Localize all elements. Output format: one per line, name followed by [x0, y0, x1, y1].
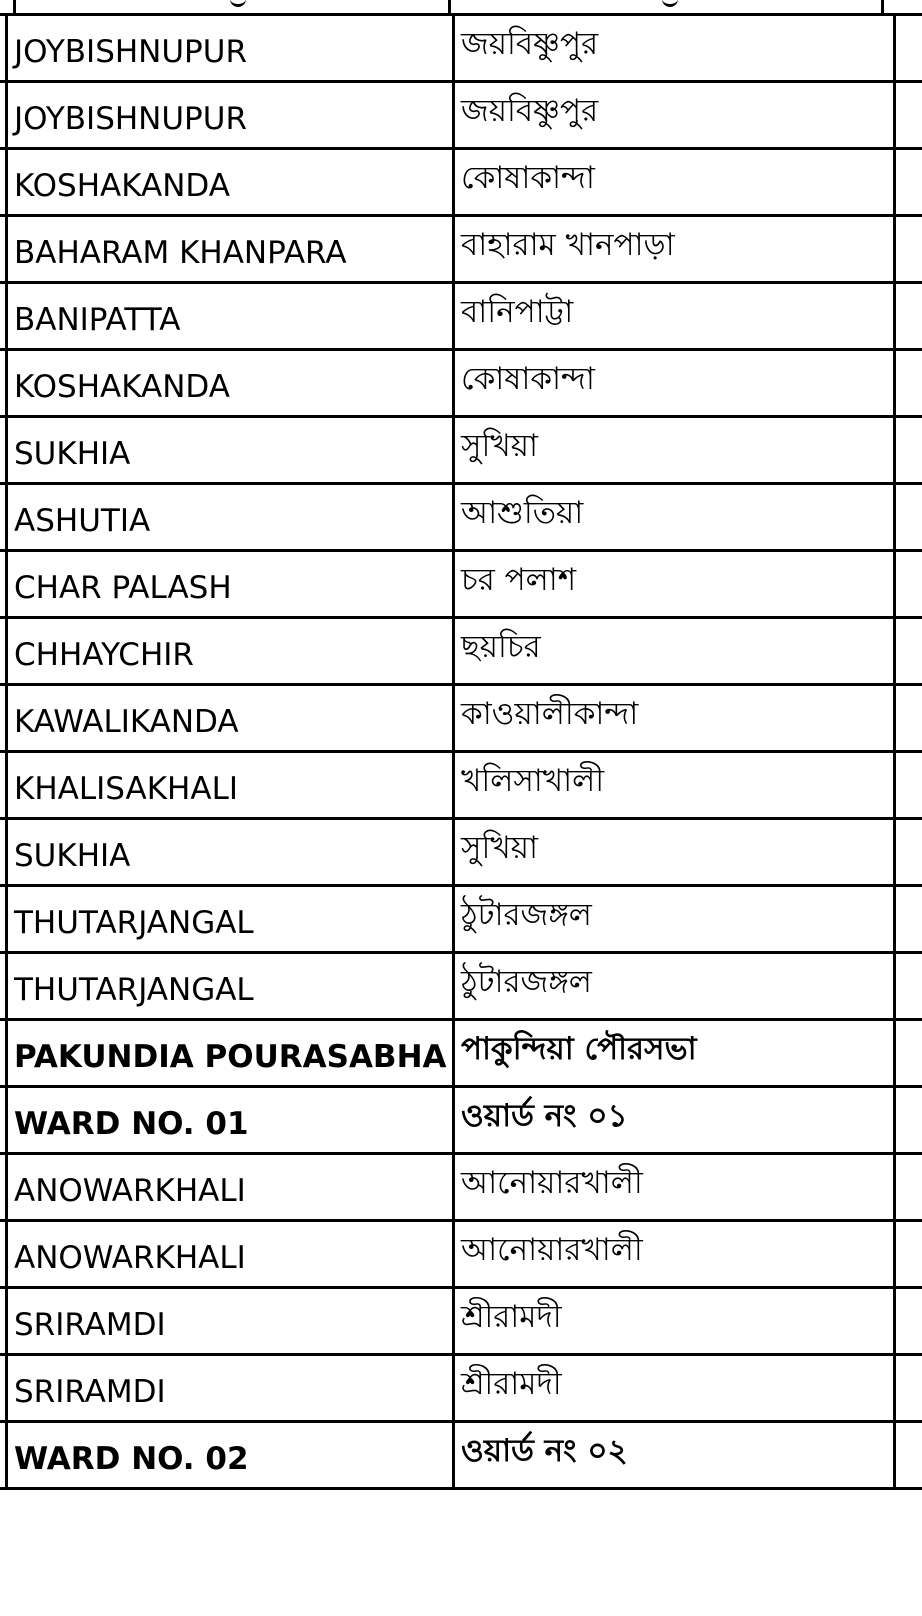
table-row	[0, 283, 922, 350]
english-name-text: CHAR PALASH	[14, 569, 232, 606]
english-name-cell	[7, 350, 454, 417]
row-edge-cell	[895, 484, 922, 551]
english-name-cell	[7, 1221, 454, 1288]
table-row	[0, 216, 922, 283]
row-edge-cell	[895, 350, 922, 417]
english-name-text: KAWALIKANDA	[14, 703, 239, 740]
table-row	[0, 953, 922, 1020]
bengali-name-text: আশুতিয়া	[461, 494, 584, 531]
english-name-text: WARD NO. 01	[14, 1105, 249, 1142]
bengali-name-cell	[454, 886, 895, 953]
english-name-cell	[7, 618, 454, 685]
row-edge-cell	[895, 886, 922, 953]
english-name-cell	[7, 953, 454, 1020]
english-name-cell	[7, 1154, 454, 1221]
bengali-name-cell	[454, 1020, 895, 1087]
bengali-name-cell	[454, 283, 895, 350]
clipped-text-fragment	[662, 0, 678, 7]
english-name-cell	[7, 417, 454, 484]
row-edge-cell	[895, 82, 922, 149]
row-edge-cell	[895, 216, 922, 283]
row-edge-cell	[895, 1221, 922, 1288]
bengali-name-text: কোষাকান্দা	[461, 159, 595, 196]
english-name-text: KHALISAKHALI	[14, 770, 238, 807]
english-name-cell	[7, 685, 454, 752]
english-name-cell	[7, 886, 454, 953]
english-name-text: SRIRAMDI	[14, 1373, 166, 1410]
english-name-text: THUTARJANGAL	[14, 971, 254, 1008]
bengali-name-text: কোষাকান্দা	[461, 360, 595, 397]
table-body	[0, 15, 922, 1489]
place-name-table-container	[0, 13, 922, 1490]
bengali-name-text: চর পলাশ	[461, 561, 577, 598]
table-row	[0, 685, 922, 752]
row-edge-cell	[895, 15, 922, 82]
english-name-text: ANOWARKHALI	[14, 1172, 246, 1209]
bengali-name-cell	[454, 1422, 895, 1489]
bengali-name-cell	[454, 953, 895, 1020]
bengali-name-text: ঠুটারজঙ্গল	[461, 896, 592, 933]
english-name-cell	[7, 15, 454, 82]
bengali-name-text: সুখিয়া	[461, 427, 538, 464]
english-name-text: THUTARJANGAL	[14, 904, 254, 941]
english-name-text: BAHARAM KHANPARA	[14, 234, 347, 271]
row-edge-cell	[895, 1355, 922, 1422]
bengali-name-text: শ্রীরামদী	[461, 1298, 562, 1335]
table-row	[0, 15, 922, 82]
place-name-table	[0, 13, 922, 1490]
english-name-text: KOSHAKANDA	[14, 368, 230, 405]
bengali-name-cell	[454, 618, 895, 685]
table-row	[0, 752, 922, 819]
bengali-name-text: ছয়চির	[461, 628, 541, 665]
table-row	[0, 1355, 922, 1422]
bengali-name-cell	[454, 1221, 895, 1288]
row-edge-cell	[895, 551, 922, 618]
table-row	[0, 618, 922, 685]
table-row	[0, 1154, 922, 1221]
bengali-name-cell	[454, 551, 895, 618]
english-name-text: PAKUNDIA POURASABHA	[14, 1038, 447, 1075]
clipped-text-fragment	[230, 0, 246, 7]
bengali-name-text: সুখিয়া	[461, 829, 538, 866]
table-row	[0, 1221, 922, 1288]
english-name-text: KOSHAKANDA	[14, 167, 230, 204]
table-row	[0, 551, 922, 618]
bengali-name-cell	[454, 685, 895, 752]
english-name-text: ANOWARKHALI	[14, 1239, 246, 1276]
bengali-name-text: বানিপাট্টা	[461, 293, 574, 330]
english-name-text: ASHUTIA	[14, 502, 151, 539]
row-edge-cell	[895, 1154, 922, 1221]
bengali-name-text: ওয়ার্ড নং ০২	[461, 1432, 628, 1469]
bengali-name-text: বাহারাম খানপাড়া	[461, 226, 675, 263]
bengali-name-cell	[454, 1154, 895, 1221]
bengali-name-cell	[454, 1355, 895, 1422]
bengali-name-text: ঠুটারজঙ্গল	[461, 963, 592, 1000]
row-edge-cell	[895, 1422, 922, 1489]
english-name-cell	[7, 82, 454, 149]
bengali-name-text: জয়বিষ্ণুপুর	[461, 25, 599, 62]
table-row	[0, 1020, 922, 1087]
bengali-name-text: জয়বিষ্ণুপুর	[461, 92, 599, 129]
table-row	[0, 149, 922, 216]
row-edge-cell	[895, 1020, 922, 1087]
bengali-name-cell	[454, 1288, 895, 1355]
bengali-name-cell	[454, 484, 895, 551]
bengali-name-text: আনোয়ারখালী	[461, 1164, 643, 1201]
english-name-text: SUKHIA	[14, 435, 131, 472]
english-name-cell	[7, 484, 454, 551]
row-edge-cell	[895, 752, 922, 819]
english-name-text: SRIRAMDI	[14, 1306, 166, 1343]
english-name-cell	[7, 1288, 454, 1355]
row-edge-cell	[895, 417, 922, 484]
column-divider	[13, 0, 16, 14]
bengali-name-cell	[454, 417, 895, 484]
table-row	[0, 417, 922, 484]
row-edge-cell	[895, 819, 922, 886]
table-row	[0, 1422, 922, 1489]
english-name-text: WARD NO. 02	[14, 1440, 249, 1477]
bengali-name-cell	[454, 149, 895, 216]
row-edge-cell	[895, 685, 922, 752]
bengali-name-text: কাওয়ালীকান্দা	[461, 695, 639, 732]
row-edge-cell	[895, 1087, 922, 1154]
column-divider	[881, 0, 884, 14]
row-edge-cell	[895, 149, 922, 216]
table-row	[0, 350, 922, 417]
bengali-name-cell	[454, 752, 895, 819]
english-name-text: BANIPATTA	[14, 301, 181, 338]
bengali-name-text: পাকুন্দিয়া পৌরসভা	[461, 1030, 697, 1067]
english-name-cell	[7, 1020, 454, 1087]
row-edge-cell	[895, 283, 922, 350]
bengali-name-text: আনোয়ারখালী	[461, 1231, 643, 1268]
bengali-name-text: ওয়ার্ড নং ০১	[461, 1097, 628, 1134]
table-row	[0, 819, 922, 886]
english-name-cell	[7, 283, 454, 350]
bengali-name-cell	[454, 350, 895, 417]
bengali-name-cell	[454, 82, 895, 149]
english-name-cell	[7, 551, 454, 618]
bengali-name-cell	[454, 1087, 895, 1154]
column-divider	[448, 0, 451, 14]
english-name-cell	[7, 1087, 454, 1154]
table-row	[0, 886, 922, 953]
english-name-cell	[7, 149, 454, 216]
bengali-name-text: শ্রীরামদী	[461, 1365, 562, 1402]
row-edge-cell	[895, 618, 922, 685]
english-name-cell	[7, 1422, 454, 1489]
bengali-name-cell	[454, 15, 895, 82]
english-name-text: JOYBISHNUPUR	[14, 100, 247, 137]
table-row	[0, 484, 922, 551]
row-edge-cell	[895, 953, 922, 1020]
bengali-name-text: খলিসাখালী	[461, 762, 605, 799]
clipped-previous-row	[0, 0, 922, 14]
english-name-text: SUKHIA	[14, 837, 131, 874]
table-row	[0, 82, 922, 149]
table-row	[0, 1288, 922, 1355]
english-name-cell	[7, 1355, 454, 1422]
english-name-cell	[7, 216, 454, 283]
english-name-cell	[7, 752, 454, 819]
bengali-name-cell	[454, 819, 895, 886]
english-name-cell	[7, 819, 454, 886]
table-row	[0, 1087, 922, 1154]
english-name-text: JOYBISHNUPUR	[14, 33, 247, 70]
english-name-text: CHHAYCHIR	[14, 636, 194, 673]
row-edge-cell	[895, 1288, 922, 1355]
bengali-name-cell	[454, 216, 895, 283]
